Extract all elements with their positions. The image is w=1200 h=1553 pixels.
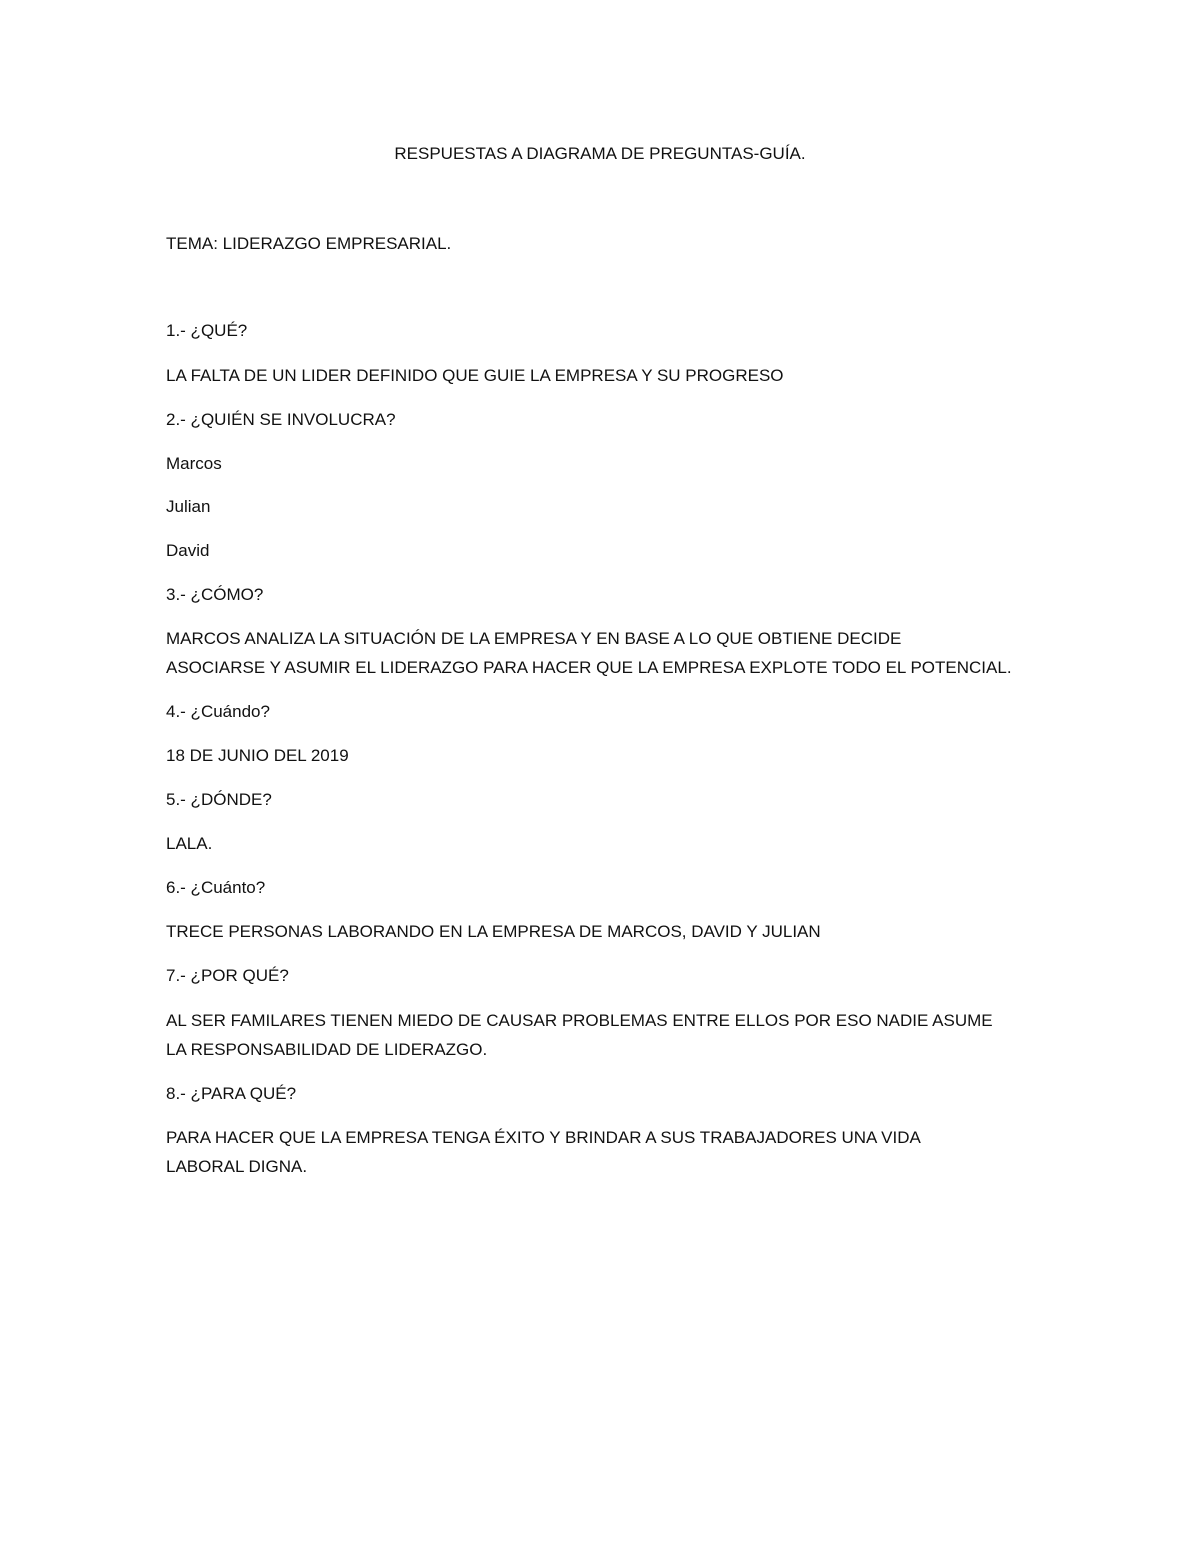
question-4: 4.- ¿Cuándo? — [166, 702, 270, 721]
answer-2-line-3: David — [166, 541, 210, 560]
question-1: 1.- ¿QUÉ? — [166, 321, 248, 340]
question-7: 7.- ¿POR QUÉ? — [166, 966, 289, 985]
answer-2-line-2: Julian — [166, 497, 211, 516]
document-title: RESPUESTAS A DIAGRAMA DE PREGUNTAS-GUÍA. — [394, 144, 806, 163]
answer-5-line-1: LALA. — [166, 834, 213, 853]
answer-7-line-1: AL SER FAMILARES TIENEN MIEDO DE CAUSAR PROBLEMAS ENTRE ELLOS POR ESO NADIE ASUME — [166, 1011, 993, 1030]
question-8: 8.- ¿PARA QUÉ? — [166, 1084, 297, 1103]
question-5: 5.- ¿DÓNDE? — [166, 790, 272, 809]
answer-7-line-2: LA RESPONSABILIDAD DE LIDERAZGO. — [166, 1040, 488, 1059]
question-2: 2.- ¿QUIÉN SE INVOLUCRA? — [166, 410, 396, 429]
answer-3-line-2: ASOCIARSE Y ASUMIR EL LIDERAZGO PARA HACER QUE LA EMPRESA EXPLOTE TODO EL POTENCIAL. — [166, 658, 1012, 677]
topic-line: TEMA: LIDERAZGO EMPRESARIAL. — [166, 234, 452, 253]
answer-2-line-1: Marcos — [166, 454, 222, 473]
answer-8-line-2: LABORAL DIGNA. — [166, 1157, 308, 1176]
answer-4-line-1: 18 DE JUNIO DEL 2019 — [166, 746, 349, 765]
answer-8-line-1: PARA HACER QUE LA EMPRESA TENGA ÉXITO Y BRINDAR A SUS TRABAJADORES UNA VIDA — [166, 1128, 921, 1147]
question-3: 3.- ¿CÓMO? — [166, 585, 264, 604]
answer-3-line-1: MARCOS ANALIZA LA SITUACIÓN DE LA EMPRESA Y EN BASE A LO QUE OBTIENE DECIDE — [166, 629, 902, 648]
answer-6-line-1: TRECE PERSONAS LABORANDO EN LA EMPRESA DE MARCOS, DAVID Y JULIAN — [166, 922, 821, 941]
question-6: 6.- ¿Cuánto? — [166, 878, 266, 897]
answer-1-line-1: LA FALTA DE UN LIDER DEFINIDO QUE GUIE LA EMPRESA Y SU PROGRESO — [166, 366, 784, 385]
